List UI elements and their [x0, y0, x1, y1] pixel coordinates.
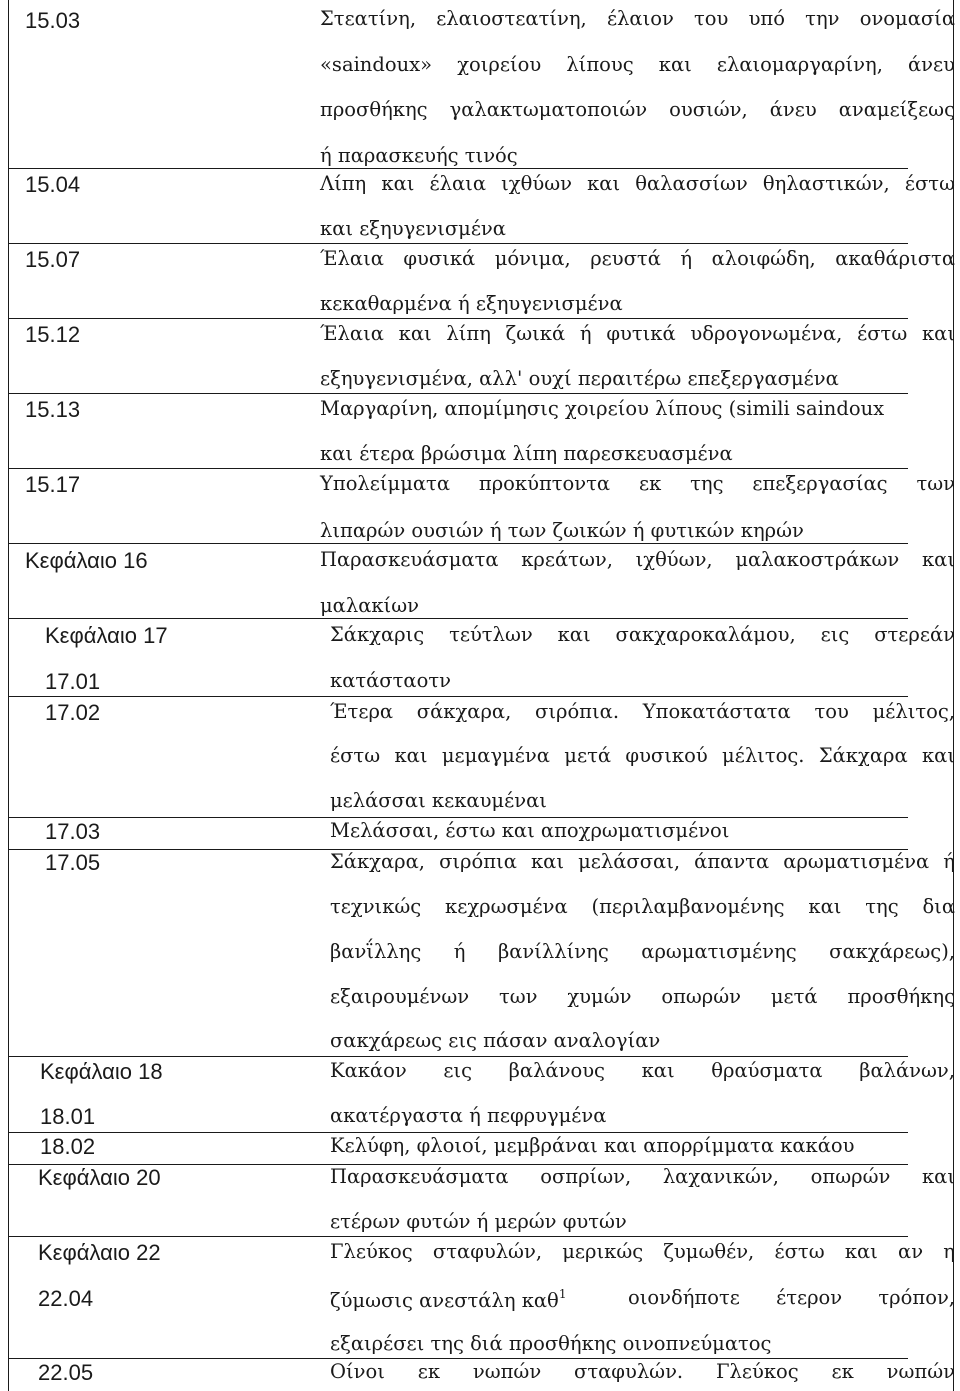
- row-desc-line: Μαργαρίνη, απομίμησις χοιρείου λίπους (simili saindoux: [320, 397, 885, 420]
- row-desc-line: ή παρασκευής τινός: [320, 144, 518, 167]
- chapter-label: Κεφάλαιο 20: [38, 1165, 161, 1190]
- rule: [8, 318, 908, 319]
- row-desc-line: μελάσσαι κεκαυμέναι: [330, 789, 547, 812]
- chapter-label: Κεφάλαιο 22: [38, 1240, 161, 1265]
- row-code: 17.02: [45, 700, 101, 725]
- row-code: 18.02: [40, 1134, 96, 1159]
- rule: [8, 393, 908, 394]
- row-desc-line: και εξηυγενισμένα: [320, 217, 506, 240]
- row-code: 17.03: [45, 819, 101, 844]
- row-desc-line: ετέρων φυτών ή μερών φυτών: [330, 1210, 627, 1233]
- row-desc-line: Παρασκευάσματα οσπρίων, λαχανικών, οπωρών και: [330, 1165, 955, 1188]
- row-desc-line: Έτερα σάκχαρα, σιρόπια. Υποκατάστατα του μέλιτος,: [330, 700, 955, 723]
- row-desc-line: σακχάρεως εις πάσαν αναλογίαν: [330, 1029, 661, 1052]
- row-desc-line: Κελύφη, φλοιοί, μεμβράναι και απορρίμματα κακάου: [330, 1134, 855, 1157]
- row-code: 15.03: [25, 8, 81, 33]
- footnote-marker: 1: [558, 1287, 567, 1301]
- row-desc-line: Έλαια φυσικά μόνιμα, ρευστά ή αλοιφώδη, ακαθάριστα: [320, 247, 955, 270]
- rule: [8, 817, 908, 818]
- row-desc-line: ακατέργαστα ή πεφρυγμένα: [330, 1104, 607, 1127]
- row-code: 15.07: [25, 247, 81, 272]
- row-desc-line: κεκαθαρμένα ή εξηυγενισμένα: [320, 292, 623, 315]
- row-desc-line: οιονδήποτε έτερον τρόπον,: [628, 1286, 955, 1309]
- row-desc-line: Υπολείμματα προκύπτοντα εκ της επεξεργασίας των: [320, 472, 955, 495]
- row-desc-line: Γλεύκος σταφυλών, μερικώς ζυμωθέν, έστω και αν η: [330, 1240, 955, 1263]
- row-desc-line: λιπαρών ουσιών ή των ζωικών ή φυτικών κηρών: [320, 519, 804, 542]
- row-desc-line: και έτερα βρώσιμα λίπη παρεσκευασμένα: [320, 442, 733, 465]
- row-code: 17.05: [45, 850, 101, 875]
- row-desc-line: Μελάσσαι, έστω και αποχρωματισμένοι: [330, 819, 730, 842]
- row-desc-line: Σάκχαρα, σιρόπια και μελάσσαι, άπαντα αρωματισμένα ή: [330, 850, 955, 873]
- row-desc-line: Παρασκευάσματα κρεάτων, ιχθύων, μαλακοστράκων και: [320, 548, 955, 571]
- rule: [8, 543, 908, 544]
- chapter-label: Κεφάλαιο 16: [25, 548, 148, 573]
- row-code: 17.01: [45, 669, 101, 694]
- row-desc-line: Κακάον εις βαλάνους και θραύσματα βαλάνων,: [330, 1059, 955, 1082]
- chapter-label: Κεφάλαιο 17: [45, 623, 168, 648]
- row-desc-line: [330, 1288, 566, 1311]
- row-code: 18.01: [40, 1104, 96, 1129]
- row-desc-line: Λίπη και έλαια ιχθύων και θαλασσίων θηλαστικών, έστω: [320, 172, 955, 195]
- rule: [8, 1236, 908, 1237]
- row-desc-line: Σάκχαρις τεύτλων και σακχαροκαλάμου, εις στερεάν: [330, 623, 955, 646]
- row-desc-line: Οίνοι εκ νωπών σταφυλών. Γλεύκος εκ νωπών: [330, 1360, 955, 1383]
- rule: [8, 1056, 908, 1057]
- row-desc-line: βανΐλλης ή βανίλλίνης αρωματισμένης σακχάρεως),: [330, 940, 955, 963]
- row-code: 15.12: [25, 322, 81, 347]
- row-desc-line: εξαιρουμένων των χυμών οπωρών μετά προσθήκης: [330, 985, 955, 1008]
- row-code: 15.17: [25, 472, 81, 497]
- row-code: 22.05: [38, 1360, 94, 1385]
- row-desc-line: εξηυγενισμένα, αλλ' ουχί περαιτέρω επεξεργασμένα: [320, 367, 839, 390]
- row-desc-line: κατάσταοτν: [330, 669, 451, 692]
- rule: [8, 1358, 908, 1359]
- row-desc-line: εξαιρέσει της διά προσθήκης οινοπνεύματος: [330, 1332, 772, 1355]
- row-desc-line: τεχνικώς κεχρωσμένα (περιλαμβανομένης και της δια: [330, 895, 955, 918]
- row-desc-line: έστω και μεμαγμένα μετά φυσικού μέλιτος. Σάκχαρα και: [330, 744, 955, 767]
- row-desc-line: προσθήκης γαλακτωματοποιών ουσιών, άνευ αναμείξεως: [320, 98, 955, 121]
- row-code: 15.04: [25, 172, 81, 197]
- rule: [8, 618, 908, 619]
- row-desc-fragment: ζύμωσις ανεστάλη καθ: [330, 1289, 559, 1312]
- row-desc-line: Έλαια και λίπη ζωικά ή φυτικά υδρογονωμένα, έστω και: [320, 322, 955, 345]
- rule: [8, 468, 908, 469]
- rule: [8, 243, 908, 244]
- row-code: 15.13: [25, 397, 81, 422]
- row-code: 22.04: [38, 1286, 94, 1311]
- rule: [8, 168, 908, 169]
- rule: [8, 1132, 908, 1133]
- rule: [8, 696, 908, 697]
- row-desc-line: Στεατίνη, ελαιοστεατίνη, έλαιον του υπό την ονομασία: [320, 7, 955, 30]
- chapter-label: Κεφάλαιο 18: [40, 1059, 163, 1084]
- row-desc-line: «saindoux» χοιρείου λίπους και ελαιομαργαρίνη, άνευ: [320, 53, 955, 76]
- row-desc-line: μαλακίων: [320, 594, 419, 617]
